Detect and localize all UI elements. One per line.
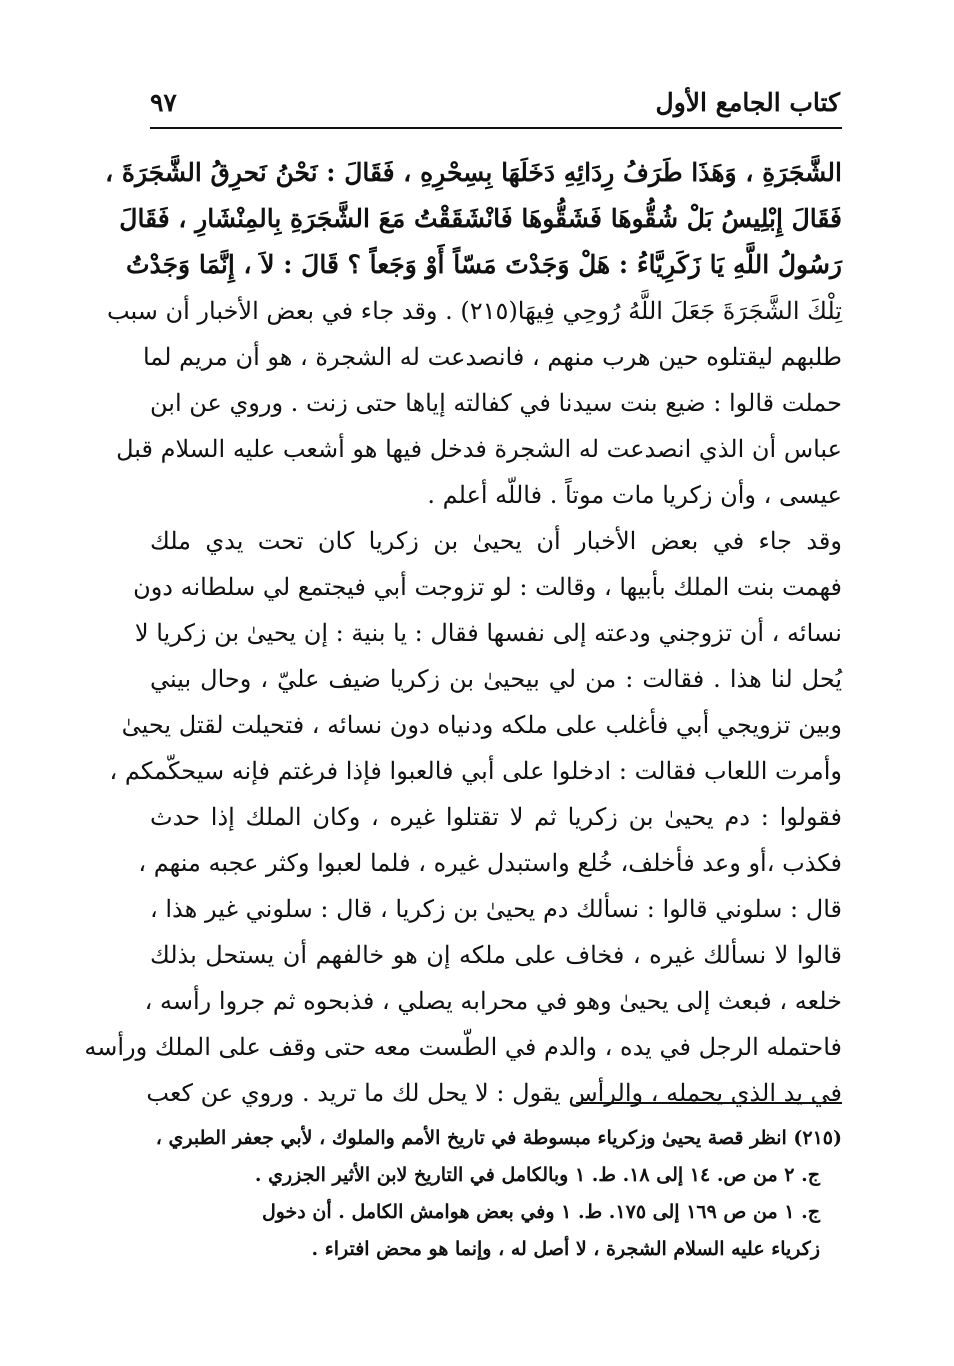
- body-line: عيسى ، وأن زكريا مات موتاً . فاللّه أعلم .: [427, 481, 842, 509]
- body-line: خلعه ، فبعث إلى يحيىٰ وهو في محرابه يصلي ، فذبحوه ثم جروا رأسه ،: [144, 987, 842, 1015]
- body-line: عباس أن الذي انصدعت له الشجرة فدخل فيها هو أشعب عليه السلام قبل: [116, 435, 842, 463]
- footnotes: [150, 1120, 842, 1268]
- body-line: يُحل لنا هذا . فقالت : من لي بيحيىٰ بن زكريا ضيف عليّ ، وحال بيني: [150, 665, 842, 693]
- body-line: حملت قالوا : ضيع بنت سيدنا في كفالته إياها حتى زنت . وروي عن ابن: [150, 389, 842, 417]
- running-title: كتاب الجامع الأول: [655, 88, 840, 117]
- footnote-divider: [576, 1102, 842, 1104]
- body-line: فكذب ،أو وعد فأخلف، خُلع واستبدل غيره ، فلما لعبوا وكثر عجبه منهم ،: [138, 849, 842, 877]
- body-line: الشَّجَرَةِ ، وَهَذَا طَرَفُ رِدَائِهِ دَخَلَهَا بِسِحْرِهِ ، فَقَالَ : نَحْنُ نَحرِقُ الشَّجَرَةَ ،: [105, 158, 842, 187]
- body-line: نسائه ، أن تزوجني ودعته إلى نفسها فقال : يا بنية : إن يحيىٰ بن زكريا لا: [134, 619, 842, 647]
- body-line: رَسُولُ اللَّهِ يَا زَكَرِيَّاءُ : هَلْ وَجَدْتَ مَسّاً أَوْ وَجَعاً ؟ قَالَ : لاَ ، إِنَّمَا وَجَدْتُ: [125, 250, 842, 279]
- page-header: [150, 84, 840, 128]
- footnote-line: ج. ٢ من ص. ١٤ إلى ١٨. ط. ١ وبالكامل في التاريخ لابن الأثير الجزري .: [254, 1164, 820, 1186]
- page-number: ٩٧: [150, 88, 177, 117]
- body-line: وبين تزويجي أبي فأغلب على ملكه ودنياه دون نسائه ، فتحيلت لقتل يحيىٰ: [121, 711, 842, 739]
- body-line: فقولوا : دم يحيىٰ بن زكريا ثم لا تقتلوا غيره ، وكان الملك إذا حدث: [150, 803, 842, 831]
- body-line: فَقَالَ إِبْلِيسُ بَلْ شُقُّوهَا فَشَقُّوهَا فَانْشَقَقْتُ مَعَ الشَّجَرَةِ بِالمِنْشَارِ ، فَقَالَ: [119, 204, 842, 233]
- footnote-line: زكرياء عليه السلام الشجرة ، لا أصل له ، وإنما هو محض افتراء .: [311, 1238, 820, 1260]
- body-line: في يد الذي يحمله ، والرأس يقول : لا يحل لك ما تريد . وروي عن كعب: [146, 1079, 842, 1107]
- footnote-line: ج. ١ من ص ١٦٩ إلى ١٧٥. ط. ١ وفي بعض هوامش الكامل . أن دخول: [261, 1201, 820, 1223]
- body-line: قال : سلوني قالوا : نسألك دم يحيىٰ بن زكريا ، قال : سلوني غير هذا ،: [150, 895, 842, 923]
- body-line: تِلْكَ الشَّجَرَةَ جَعَلَ اللَّهُ رُوحِي فِيهَا(٢١٥) . وقد جاء في بعض الأخبار أن سبب: [106, 297, 842, 325]
- body-line: طلبهم ليقتلوه حين هرب منهم ، فانصدعت له الشجرة ، هو أن مريم لما: [142, 343, 842, 371]
- body-line: قالوا لا نسألك غيره ، فخاف على ملكه إن هو خالفهم أن يستحل بذلك: [150, 941, 843, 969]
- body-text: [84, 150, 843, 1116]
- body-line: فهمت بنت الملك بأبيها ، وقالت : لو تزوجت أبي فيجتمع لي سلطانه دون: [133, 573, 842, 601]
- body-line: وأمرت اللعاب فقالت : ادخلوا على أبي فالعبوا فإذا فرغتم فإنه سيحكّمكم ،: [109, 757, 842, 785]
- body-line: وقد جاء في بعض الأخبار أن يحيىٰ بن زكريا كان تحت يدي ملك: [150, 527, 842, 555]
- header-divider: [150, 127, 842, 129]
- footnote-line: (٢١٥) انظر قصة يحيىٰ وزكرياء مبسوطة في تاريخ الأمم والملوك ، لأبي جعفر الطبري ،: [155, 1127, 842, 1149]
- body-line: فاحتمله الرجل في يده ، والدم في الطّست معه حتى وقف على الملك ورأسه: [84, 1033, 842, 1061]
